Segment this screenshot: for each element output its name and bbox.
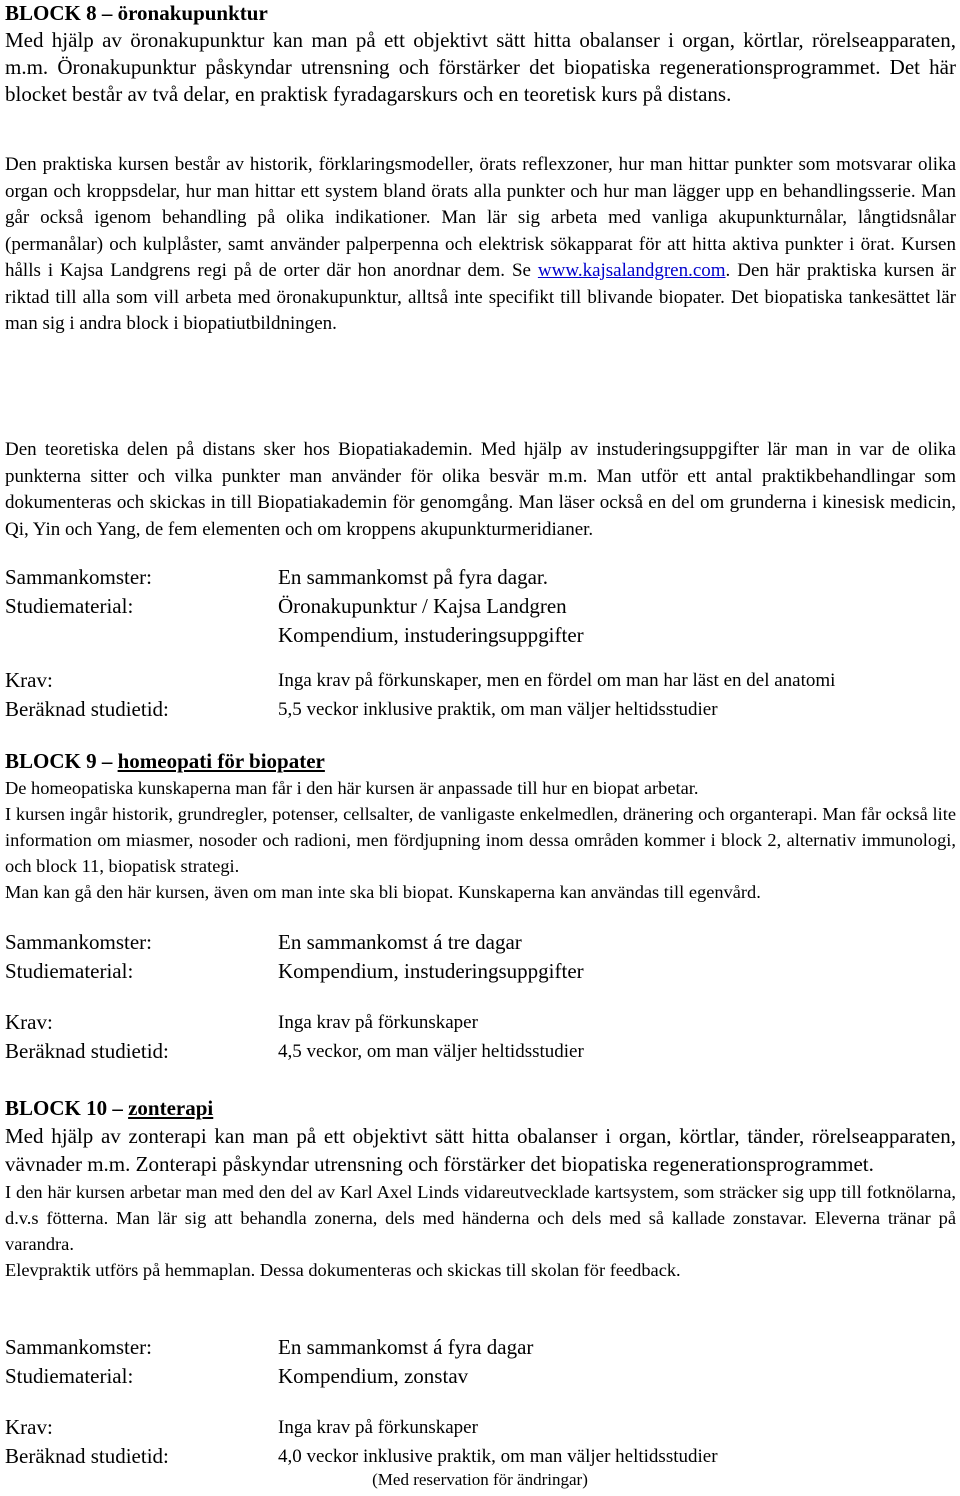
block-10-section	[5, 1095, 956, 1283]
block-10-paragraph-2: Elevpraktik utförs på hemmaplan. Dessa dokumenteras och skickas till skolan för feedback.	[5, 1260, 681, 1280]
block-10-paragraph-1: I den här kursen arbetar man med den del av Karl Axel Linds vidareutvecklade kartsystem, som sträcker sig upp till fotknölarna, d.v.s fötterna. Man lär sig att behandla zonerna, dels med händerna och dels med så kallade zonstavar. Eleverna tränar på varandra.	[5, 1182, 956, 1254]
meta-row-sammankomster	[5, 563, 956, 592]
block-9-heading	[5, 748, 956, 774]
block-8-practical-text-end: . Den här praktiska kursen är riktad till alla som vill arbeta med öronakupunktur, alltså inte specifikt till blivande biopater. Det biopatiska tankesättet lär man sig i andra block i biopatiutbildningen.	[5, 260, 956, 334]
block-10-heading-topic: zonterapi	[128, 1096, 214, 1120]
sammankomster-value: En sammankomst á tre dagar	[278, 930, 522, 954]
reservation-footer: (Med reservation för ändringar)	[372, 1470, 588, 1489]
meta-gap	[5, 986, 956, 1008]
meta-row-krav	[5, 1008, 956, 1037]
block-10-meta	[5, 1333, 956, 1471]
meta-row-sammankomster	[5, 928, 956, 957]
krav-value: Inga krav på förkunskaper	[278, 1417, 478, 1438]
block-8-section	[5, 0, 956, 108]
studiematerial-value: Kompendium, instuderingsuppgifter	[278, 959, 584, 983]
meta-row-studiematerial	[5, 1362, 956, 1391]
meta-gap	[5, 1391, 956, 1413]
block-8-heading: BLOCK 8 – öronakupunktur	[5, 1, 268, 25]
meta-row-studiematerial-2	[5, 621, 956, 650]
meta-spacer	[5, 621, 278, 650]
studiematerial-label: Studiematerial:	[5, 959, 134, 983]
block-8-intro: Med hjälp av öronakupunktur kan man på ett objektivt sätt hitta obalanser i organ, körtlar, rörelseapparaten, m.m. Öronakupunktur påskyndar utrensning och förstärker det biopatiska regenerationsprogrammet. Det här blocket består av två delar, en praktisk fyradagarskurs och en teoretisk kurs på distans.	[5, 28, 956, 106]
studietid-label: Beräknad studietid:	[5, 1444, 169, 1468]
studiematerial-value: Öronakupunktur / Kajsa Landgren	[278, 594, 567, 618]
studietid-value: 4,5 veckor, om man väljer heltidsstudier	[278, 1041, 584, 1062]
block-8-theory-paragraph: Den teoretiska delen på distans sker hos Biopatiakademin. Med hjälp av instuderingsuppgifter lär man in var de olika punkterna sitter och vilka punkter man använder för olika besvär m.m. Man utför ett antal praktikbehandlingar som dokumenteras och skickas in till Biopatiakademin för genomgång. Man läser också en del om grunderna i kinesisk medicin, Qi, Yin och Yang, de fem elementen och om kroppens akupunkturmeridianer.	[5, 439, 956, 540]
krav-label: Krav:	[5, 1415, 53, 1439]
studietid-value: 5,5 veckor inklusive praktik, om man väljer heltidsstudier	[278, 699, 718, 720]
block-9-heading-topic: homeopati för biopater	[117, 749, 325, 773]
block-10-intro: Med hjälp av zonterapi kan man på ett objektivt sätt hitta obalanser i organ, körtlar, tänder, rörelseapparaten, vävnader m.m. Zonterapi påskyndar utrensning och förstärker det biopatiska regenerationsprogrammet.	[5, 1124, 956, 1176]
block-9-section	[5, 748, 956, 905]
block-9-meta	[5, 928, 956, 1066]
sammankomster-label: Sammankomster:	[5, 565, 152, 589]
sammankomster-label: Sammankomster:	[5, 930, 152, 954]
meta-row-krav	[5, 666, 956, 695]
studietid-label: Beräknad studietid:	[5, 1039, 169, 1063]
krav-label: Krav:	[5, 668, 53, 692]
block-10-heading-prefix: BLOCK 10 –	[5, 1096, 129, 1120]
krav-value: Inga krav på förkunskaper, men en fördel om man har läst en del anatomi	[278, 670, 836, 691]
studietid-value: 4,0 veckor inklusive praktik, om man väljer heltidsstudier	[278, 1446, 718, 1467]
sammankomster-value: En sammankomst på fyra dagar.	[278, 565, 549, 589]
meta-row-sammankomster	[5, 1333, 956, 1362]
meta-row-studietid	[5, 1037, 956, 1066]
sammankomster-label: Sammankomster:	[5, 1335, 152, 1359]
krav-label: Krav:	[5, 1010, 53, 1034]
studiematerial-label: Studiematerial:	[5, 1364, 134, 1388]
meta-row-studietid	[5, 1442, 956, 1471]
block-8-theory	[5, 437, 956, 543]
kajsalandgren-link[interactable]: www.kajsalandgren.com	[537, 260, 726, 281]
block-9-paragraph-1: De homeopatiska kunskaperna man får i den här kursen är anpassade till hur en biopat arbetar.	[5, 778, 699, 798]
krav-value: Inga krav på förkunskaper	[278, 1012, 478, 1033]
meta-row-studiematerial	[5, 957, 956, 986]
studiematerial-label: Studiematerial:	[5, 594, 134, 618]
studiematerial-value: Kompendium, zonstav	[278, 1364, 469, 1388]
block-9-heading-prefix: BLOCK 9 –	[5, 749, 118, 773]
block-9-paragraph-2: I kursen ingår historik, grundregler, potenser, cellsalter, de vanligaste enkelmedlen, dränering och organterapi. Man får också lite information om miasmer, nosoder och radioni, men fördjupning inom dessa områden kommer i block 2, alternativ immunologi, och block 11, biopatisk strategi.	[5, 804, 956, 876]
studietid-label: Beräknad studietid:	[5, 697, 169, 721]
meta-row-krav	[5, 1413, 956, 1442]
meta-row-studietid	[5, 695, 956, 724]
block-8-practical-text: Den praktiska kursen består av historik, förklaringsmodeller, örats reflexzoner, hur man hittar punkter som motsvarar olika organ och kroppsdelar, hur man hittar ett system bland örats alla punkter och hur man lägger upp en behandlingsserie. Man går också igenom behandling på olika indikationer. Man lär sig arbeta med vanliga akupunkturnålar, långtidsnålar (permanålar) och kulplåster, samt använder palperpenna och elektrisk sökapparat för att hitta aktiva punkter i örat. Kursen hålls i Kajsa Landgrens regi på de orter där hon anordnar dem. Se	[5, 154, 956, 281]
sammankomster-value: En sammankomst á fyra dagar	[278, 1335, 534, 1359]
meta-row-studiematerial	[5, 592, 956, 621]
block-9-paragraph-3: Man kan gå den här kursen, även om man inte ska bli biopat. Kunskaperna kan användas till egenvård.	[5, 882, 761, 902]
block-8-meta	[5, 563, 956, 724]
studiematerial-value-2: Kompendium, instuderingsuppgifter	[278, 623, 584, 647]
block-8-practical	[5, 152, 956, 338]
block-10-heading	[5, 1095, 956, 1121]
meta-gap	[5, 650, 956, 666]
block-8-practical-paragraph	[5, 152, 956, 338]
